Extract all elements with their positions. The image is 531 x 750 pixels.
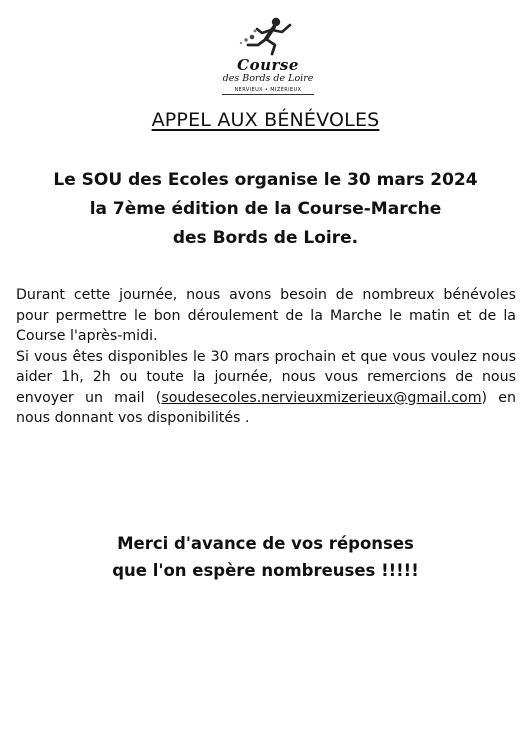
intro-block xyxy=(10,166,521,253)
logo-text-course: Course xyxy=(237,56,299,74)
event-logo xyxy=(212,12,324,102)
closing-message xyxy=(0,530,531,584)
request-text-end: ) en nous donnant vos disponibilités . xyxy=(16,389,517,426)
request-text: Si vous êtes disponibles le 30 mars prochain et que vous voulez nous aider 1h, 2h ou toute la journée, nous vous remercions de nous envoyer un mail xyxy=(16,348,516,406)
logo-divider xyxy=(222,94,314,95)
email-open-paren: ( xyxy=(155,389,162,406)
logo-text-location: NERVIEUX • MIZERIEUX xyxy=(234,87,302,93)
intro-line: la 7ème édition de la Course-Marche xyxy=(89,199,442,219)
closing-line: que l'on espère nombreuses !!!!! xyxy=(112,561,419,580)
paragraph-request xyxy=(16,347,516,429)
body-text xyxy=(16,285,516,429)
email-link[interactable]: soudesecoles.nervieuxmizerieux@gmail.com xyxy=(161,389,482,406)
runner-icon xyxy=(212,12,324,60)
logo-text-subtitle: des Bords de Loire xyxy=(222,73,314,84)
page-title: APPEL AUX BÉNÉVOLES xyxy=(151,109,380,131)
paragraph-needs: Durant cette journée, nous avons besoin de nombreux bénévoles pour permettre le bon déroulement de la Marche le matin et de la Course l'après-midi. xyxy=(16,287,516,344)
intro-line: des Bords de Loire. xyxy=(172,228,359,248)
intro-line: Le SOU des Ecoles organise le 30 mars 2024 xyxy=(53,170,478,190)
closing-line: Merci d'avance de vos réponses xyxy=(117,534,414,553)
